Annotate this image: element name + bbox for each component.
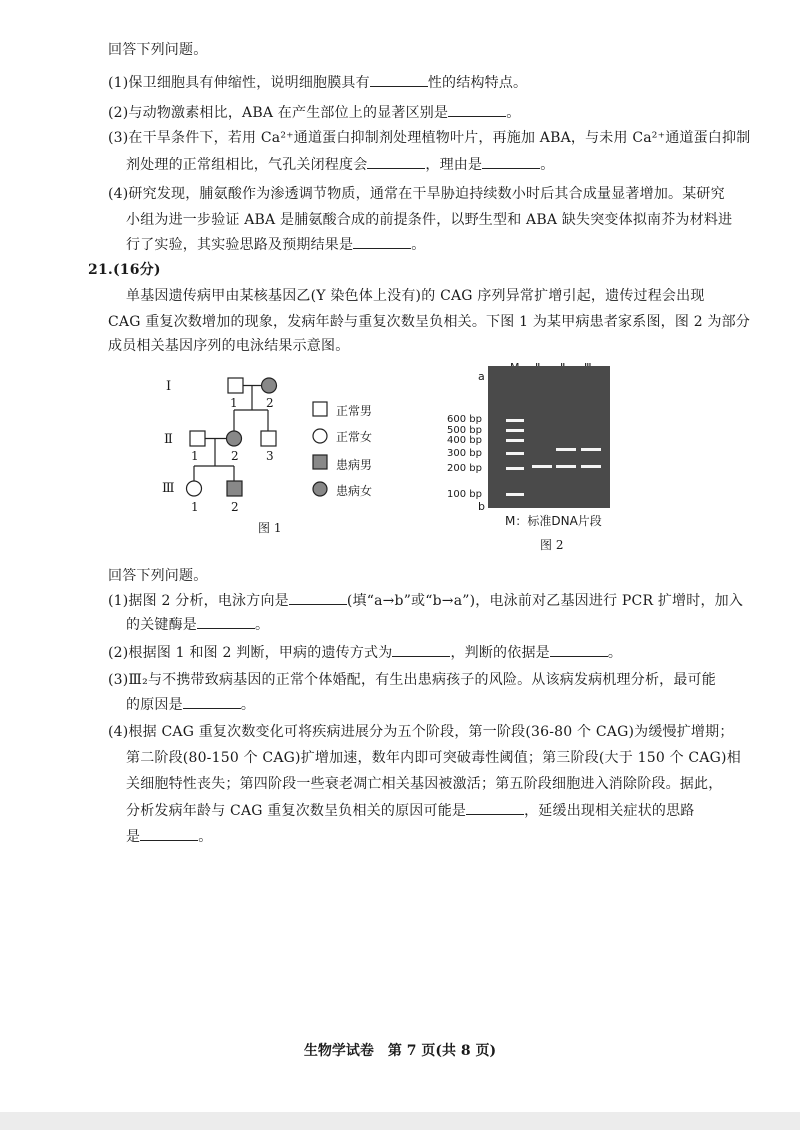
scan-bottom-edge bbox=[0, 1112, 800, 1130]
pedigree-III1-normal-female bbox=[187, 481, 202, 496]
lane-II1-band bbox=[532, 465, 552, 468]
q20-part2: (2)与动物激素相比，ABA 在产生部位上的显著区别是 。 bbox=[108, 102, 520, 123]
lane-II2-band-upper bbox=[556, 448, 576, 451]
answer-blank[interactable] bbox=[367, 154, 425, 169]
generation-label-II: Ⅱ bbox=[164, 432, 174, 447]
marker-band-300 bbox=[506, 452, 524, 455]
lane-III2-band-lower bbox=[581, 465, 601, 468]
pedigree-III2-affected-male bbox=[227, 481, 242, 496]
section-intro: 回答下列问题。 bbox=[108, 42, 208, 58]
q21-part3-line2: 的原因是 。 bbox=[126, 694, 255, 715]
q20-part4-line2: 小组为进一步验证 ABA 是脯氨酸合成的前提条件，以野生型和 ABA 缺失突变体拟南芥为材料进 bbox=[126, 212, 733, 228]
q20-part1: (1)保卫细胞具有伸缩性，说明细胞膜具有 性的结构特点。 bbox=[108, 72, 527, 93]
answer-blank[interactable] bbox=[550, 642, 608, 657]
pedigree-number: 1 bbox=[191, 500, 199, 514]
bp-label-100: 100 bp bbox=[447, 489, 482, 500]
gel-image bbox=[488, 366, 610, 508]
answer-blank[interactable] bbox=[392, 642, 450, 657]
legend-normal-male-icon bbox=[313, 402, 327, 416]
bp-label-600: 600 bp bbox=[447, 414, 482, 425]
pedigree-legend-symbols bbox=[310, 400, 334, 500]
pedigree-I2-affected-female bbox=[262, 378, 277, 393]
q21-part1-line2: 的关键酶是 。 bbox=[126, 614, 269, 635]
pedigree-II2-affected-female bbox=[227, 431, 242, 446]
page-footer: 生物学试卷 第 7 页(共 8 页) bbox=[303, 1043, 497, 1059]
pedigree-number: 2 bbox=[231, 500, 239, 514]
q20-part4-line1: (4)研究发现，脯氨酸作为渗透调节物质，通常在干旱胁迫持续数小时后其合成量显著增加。某研究 bbox=[108, 186, 725, 202]
generation-label-I: Ⅰ bbox=[166, 379, 172, 394]
q21-part4-line1: (4)根据 CAG 重复次数变化可将疾病进展分为五个阶段，第一阶段(36-80 个 CAG)为缓慢扩增期； bbox=[108, 724, 734, 740]
bp-label-200: 200 bp bbox=[447, 463, 482, 474]
q21-part2: (2)根据图 1 和图 2 判断，甲病的遗传方式为 ，判断的依据是 。 bbox=[108, 642, 622, 663]
q21-part4-line3: 关细胞特性丧失；第四阶段一些衰老凋亡相关基因被激活；第五阶段细胞进入消除阶段。据此， bbox=[126, 776, 723, 792]
bp-label-300: 300 bp bbox=[447, 448, 482, 459]
generation-label-III: Ⅲ bbox=[162, 481, 175, 496]
q20-part3-line2: 剂处理的正常组相比，气孔关闭程度会 ，理由是 。 bbox=[126, 154, 554, 175]
pedigree-I1-normal-male bbox=[228, 378, 243, 393]
answer-blank[interactable] bbox=[370, 72, 428, 87]
q21-stem-line1: 单基因遗传病甲由某核基因乙(Y 染色体上没有)的 CAG 序列异常扩增引起，遗传过程会出现 bbox=[126, 288, 705, 304]
q21-part4-line4: 分析发病年龄与 CAG 重复次数呈负相关的原因可能是 ，延缓出现相关症状的思路 bbox=[126, 800, 695, 821]
gel-bands bbox=[488, 366, 610, 508]
marker-band-100 bbox=[506, 493, 524, 496]
pedigree-number: 1 bbox=[230, 396, 238, 410]
answer-blank[interactable] bbox=[482, 154, 540, 169]
gel-end-a: a bbox=[478, 370, 485, 383]
bp-label-500: 500 bp bbox=[447, 425, 482, 436]
figure-2-caption: 图 2 bbox=[540, 538, 564, 552]
q21-part4-line5: 是 。 bbox=[126, 826, 212, 847]
pedigree-II1-normal-male bbox=[190, 431, 205, 446]
q21-header: 21.(16分) bbox=[88, 262, 161, 278]
q21-part1-line1: (1)据图 2 分析，电泳方向是 (填“a→b”或“b→a”)，电泳前对乙基因进行 PCR 扩增时，加入 bbox=[108, 590, 743, 611]
lane-III2-band-upper bbox=[581, 448, 601, 451]
answer-blank[interactable] bbox=[140, 826, 198, 841]
q21-intro: 回答下列问题。 bbox=[108, 568, 208, 584]
q21-stem-line3: 成员相关基因序列的电泳结果示意图。 bbox=[108, 338, 350, 354]
marker-band-200 bbox=[506, 467, 524, 470]
q20-part3-line1: (3)在干旱条件下，若用 Ca²⁺通道蛋白抑制剂处理植物叶片，再施加 ABA，与未用 Ca²⁺通道蛋白抑制 bbox=[108, 130, 751, 146]
gel-end-b: b bbox=[478, 500, 485, 513]
answer-blank[interactable] bbox=[197, 614, 255, 629]
answer-blank[interactable] bbox=[289, 590, 347, 605]
pedigree-number: 1 bbox=[191, 449, 199, 463]
answer-blank[interactable] bbox=[466, 800, 524, 815]
pedigree-number: 3 bbox=[266, 449, 274, 463]
pedigree-number: 2 bbox=[266, 396, 274, 410]
marker-band-500 bbox=[506, 429, 524, 432]
legend-normal-male: 正常男 bbox=[336, 404, 373, 418]
marker-band-400 bbox=[506, 439, 524, 442]
q20-part4-line3: 行了实验，其实验思路及预期结果是 。 bbox=[126, 234, 425, 255]
lane-II2-band-lower bbox=[556, 465, 576, 468]
answer-blank[interactable] bbox=[183, 694, 241, 709]
marker-band-600 bbox=[506, 419, 524, 422]
bp-label-400: 400 bp bbox=[447, 435, 482, 446]
answer-blank[interactable] bbox=[448, 102, 506, 117]
marker-note: M：标准DNA片段 bbox=[505, 514, 602, 528]
pedigree-II3-normal-male bbox=[261, 431, 276, 446]
legend-affected-female-icon bbox=[313, 482, 327, 496]
legend-affected-male: 患病男 bbox=[336, 458, 373, 472]
q21-part4-line2: 第二阶段(80-150 个 CAG)扩增加速，数年内即可突破毒性阈值；第三阶段(大于 150 个 CAG)相 bbox=[126, 750, 741, 766]
pedigree-number: 2 bbox=[231, 449, 239, 463]
figure-1-caption: 图 1 bbox=[258, 521, 282, 535]
legend-normal-female: 正常女 bbox=[336, 430, 373, 444]
legend-normal-female-icon bbox=[313, 429, 327, 443]
legend-affected-male-icon bbox=[313, 455, 327, 469]
legend-affected-female: 患病女 bbox=[336, 484, 373, 498]
q21-stem-line2: CAG 重复次数增加的现象，发病年龄与重复次数呈负相关。下图 1 为某甲病患者家系图，图 2 为部分 bbox=[108, 314, 751, 330]
q21-part3-line1: (3)Ⅲ₂与不携带致病基因的正常个体婚配，有生出患病孩子的风险。从该病发病机理分析，最可能 bbox=[108, 672, 716, 688]
answer-blank[interactable] bbox=[353, 234, 411, 249]
